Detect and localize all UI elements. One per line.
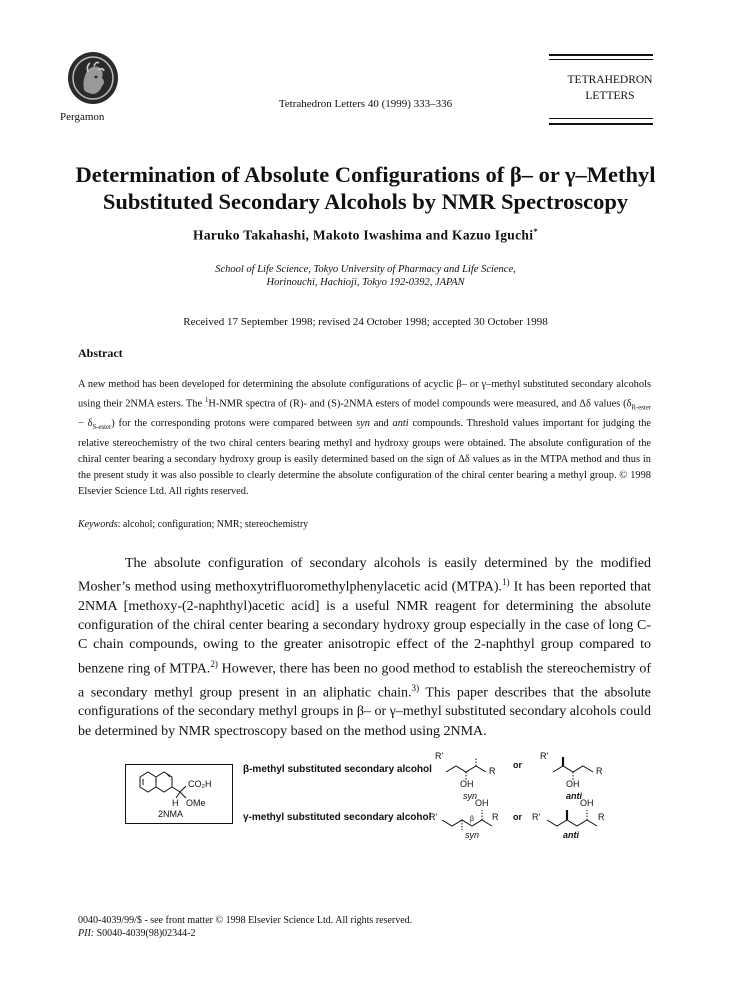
journal-name-line2: LETTERS <box>585 90 635 102</box>
beta-anti-r: R <box>596 766 603 776</box>
reagent-ome: OMe <box>186 798 206 808</box>
beta-or: or <box>513 760 522 770</box>
beta-syn-r: R <box>489 766 496 776</box>
beta-syn-label: syn <box>463 791 478 801</box>
title-line2: Substituted Secondary Alcohols by NMR Spectroscopy <box>102 189 629 214</box>
abstract-part: A new method has been developed for determining the absolute configurations of acyclic β– or γ–methyl substituted secondary alcohols using their 2NMA esters. The <box>78 379 651 410</box>
header-rule-top <box>549 54 653 56</box>
publisher-name: Pergamon <box>60 111 105 123</box>
gamma-syn-beta: β <box>470 816 475 823</box>
abstract-sub: S-ester <box>92 424 112 432</box>
beta-anti-oh: OH <box>566 779 580 789</box>
keywords-label: Keywords <box>78 519 118 530</box>
reagent-co2h: CO₂H <box>188 779 212 789</box>
header-rule-bottom-2 <box>549 123 653 125</box>
abstract-sub: R-ester <box>631 404 651 412</box>
affiliation-line2: Horinouchi, Hachioji, Tokyo 192-0392, JAPAN <box>266 277 465 288</box>
abstract-heading: Abstract <box>78 346 123 360</box>
beta-anti-label: anti <box>566 791 583 801</box>
abstract-part: compounds. Threshold values important for judging the relative stereochemistry of the two chiral centers bearing methyl and hydroxy groups were obtained. The absolute configuration of the chiral center bearing a secondary hydroxy group is easily determined based on the sign of Δδ values as in the MTPA method and thus in the present study it was also possible to clearly determine the absolute configuration of the chiral center bearing a methyl group. © 1998 Elsevier Science Ltd. All rights reserved. <box>78 418 652 498</box>
body-part: However, there has been no good method to establish the stereochemistry of a secondary methyl group present in an aliphatic chain. <box>78 661 651 701</box>
journal-citation: Tetrahedron Letters 40 (1999) 333–336 <box>278 98 453 110</box>
body-part: It has been reported that 2NMA [methoxy-(2-naphthyl)acetic acid] is a useful NMR reagent for determining the absolute configuration of the chiral center bearing a secondary hydroxy group especially in the case of long C-C chain compounds, owing to the greater anisotropic effect of the 2-naphthyl group compared to benzene ring of MTPA. <box>78 579 651 677</box>
gamma-anti-rprime: R' <box>532 812 541 822</box>
article-title <box>50 161 681 215</box>
gamma-anti-oh: OH <box>580 798 594 808</box>
beta-syn-rprime: R' <box>435 751 444 761</box>
abstract-part: and <box>369 418 393 430</box>
abstract-sup: 1 <box>204 396 209 404</box>
affiliation-line1: School of Life Science, Tokyo University of Pharmacy and Life Science, <box>215 264 516 275</box>
beta-anti-rprime: R' <box>540 751 549 761</box>
abstract-italic: syn <box>356 418 370 430</box>
gamma-syn-rprime: R' <box>429 812 438 822</box>
copyright-line: 0040-4039/99/$ - see front matter © 1998 Elsevier Science Ltd. All rights reserved. <box>78 915 413 926</box>
gamma-syn-r: R <box>492 812 499 822</box>
beta-alcohol-label: β-methyl substituted secondary alcohol <box>243 764 432 775</box>
abstract-italic: anti <box>392 418 409 430</box>
affiliation <box>0 263 731 289</box>
authors <box>0 226 731 244</box>
gamma-anti-label: anti <box>563 830 580 840</box>
journal-name <box>549 72 671 104</box>
keywords-list: : alcohol; configuration; NMR; stereochemistry <box>117 519 309 530</box>
reference-mark: 1) <box>502 577 510 588</box>
corresponding-author-mark: * <box>533 226 538 236</box>
journal-name-line1: TETRAHEDRON <box>567 74 653 86</box>
beta-syn-oh: OH <box>460 779 474 789</box>
body-part: This paper describes that the absolute configurations of the secondary methyl groups in β– or γ–methyl substituted secondary alcohols could be determined by NMR spectroscopy based on the method using 2NMA. <box>78 685 651 739</box>
gamma-anti-r: R <box>598 812 605 822</box>
gamma-alcohol-label: γ-methyl substituted secondary alcohol <box>243 812 432 823</box>
abstract-part: − δ <box>78 418 93 430</box>
author-names: Haruko Takahashi, Makoto Iwashima and Kazuo Iguchi <box>193 227 534 243</box>
keywords <box>78 519 308 530</box>
abstract-part: ) for the corresponding protons were compared between <box>111 418 357 430</box>
received-dates: Received 17 September 1998; revised 24 October 1998; accepted 30 October 1998 <box>183 316 548 328</box>
header-rule-bottom <box>549 118 653 119</box>
pii-line <box>78 927 412 940</box>
pii-value: S0040-4039(98)02344-2 <box>94 928 196 939</box>
title-line1: Determination of Absolute Configurations of β– or γ–Methyl <box>75 162 656 187</box>
gamma-syn-label: syn <box>465 830 480 840</box>
gamma-syn-oh: OH <box>475 798 489 808</box>
abstract-text <box>78 377 651 500</box>
copyright-footer <box>78 914 412 940</box>
reagent-box <box>125 764 233 824</box>
pii-label: PII: <box>78 928 95 939</box>
header-rule-top-2 <box>549 59 653 60</box>
reference-mark: 3) <box>411 682 420 693</box>
reagent-name: 2NMA <box>158 809 184 819</box>
reagent-h: H <box>172 798 179 808</box>
body-paragraph <box>78 554 651 741</box>
abstract-part: H-NMR spectra of (R)- and (S)-2NMA esters of model compounds were measured, and Δδ values (δ <box>208 398 632 410</box>
gamma-or: or <box>513 812 522 822</box>
body-part: The absolute configuration of secondary alcohols is easily determined by the modified Mosher’s method using methoxytrifluoromethylphenylacetic acid (MTPA). <box>78 556 651 595</box>
gamma-anti-structure <box>537 802 607 832</box>
reference-mark: 2) <box>210 658 218 669</box>
